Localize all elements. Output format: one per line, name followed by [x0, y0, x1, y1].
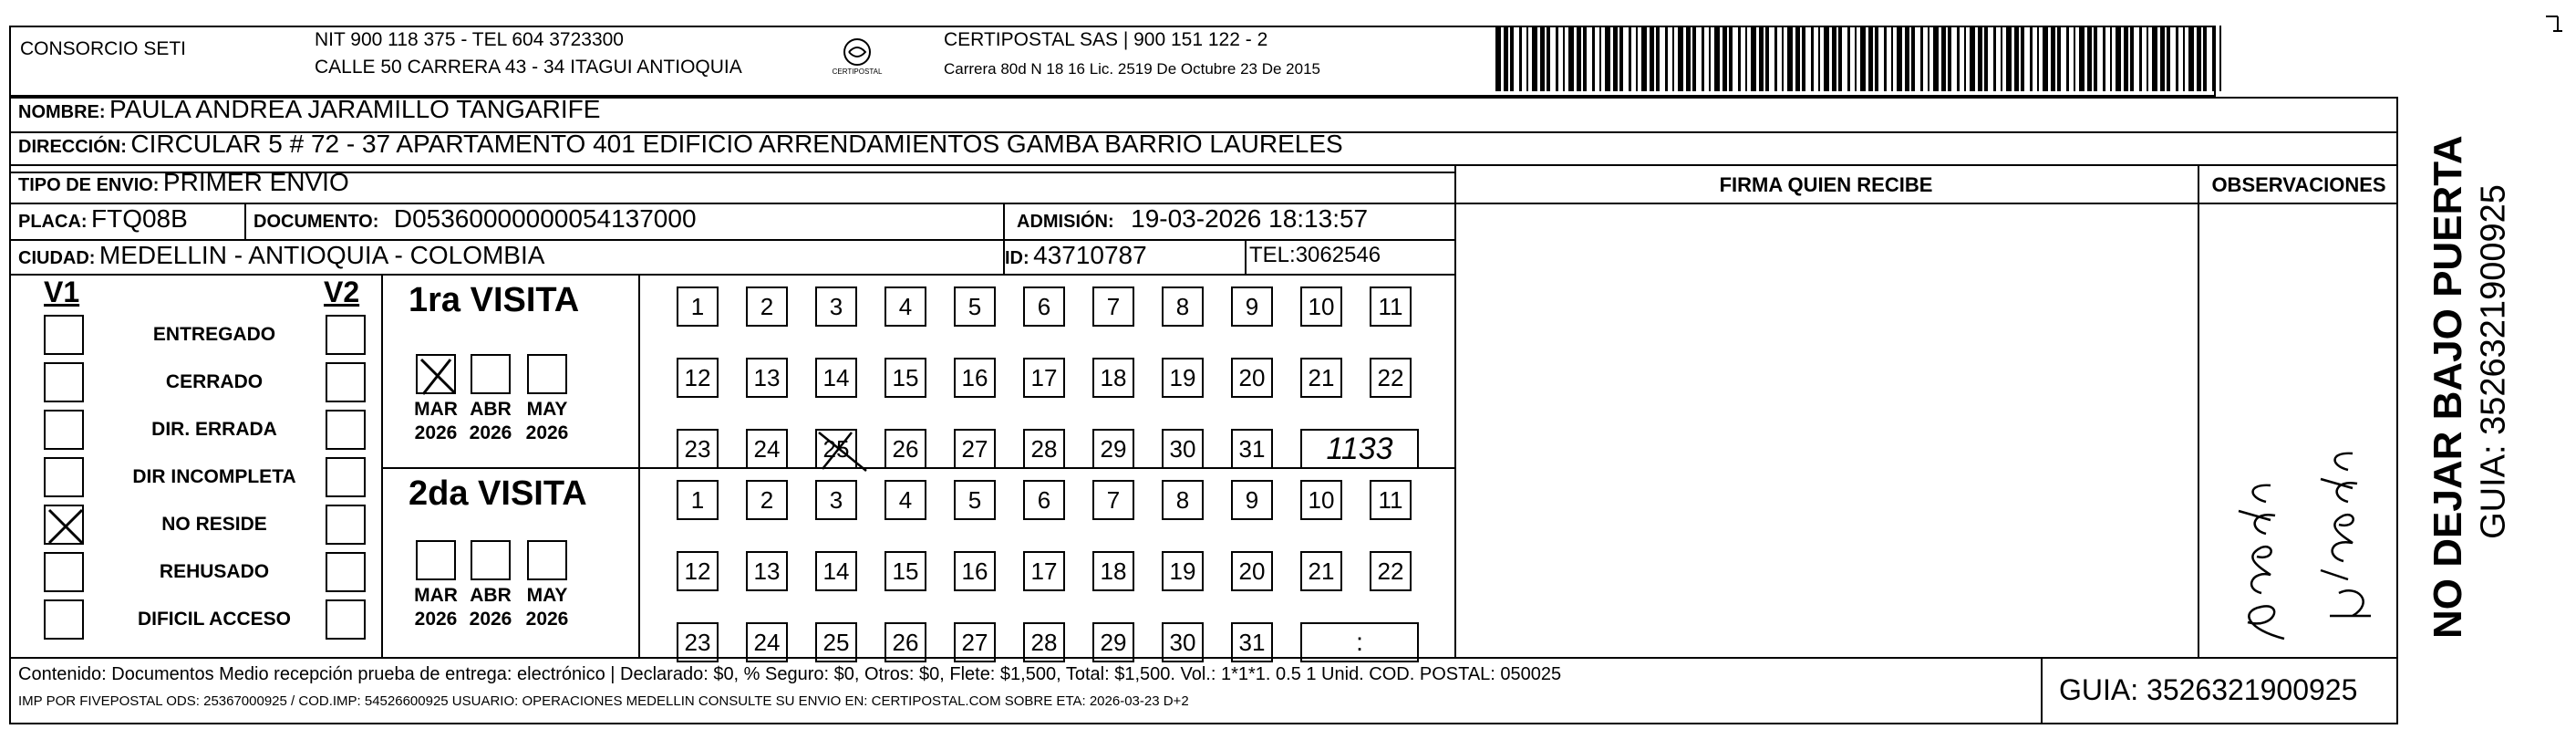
month-label: [409, 584, 463, 631]
barcode: [1495, 26, 2225, 91]
day-cell[interactable]: 12: [677, 358, 719, 398]
day-cell[interactable]: 27: [954, 622, 996, 662]
month-name: MAR: [414, 399, 458, 420]
barcode-bar: [1964, 26, 1966, 91]
day-cell[interactable]: 13: [746, 551, 788, 591]
id-label: ID:: [1005, 248, 1029, 268]
side-text: [2412, 137, 2521, 639]
barcode-bar: [1729, 26, 1733, 91]
barcode-bar: [2037, 26, 2039, 91]
barcode-bar: [1665, 26, 1668, 91]
direccion-row: [18, 130, 1343, 159]
day-cell[interactable]: 9: [1231, 480, 1273, 520]
barcode-bar: [1957, 26, 1960, 91]
barcode-bar: [2160, 26, 2165, 91]
admision-field: [1017, 204, 1368, 234]
nit-line: NIT 900 118 375 - TEL 604 3723300: [315, 29, 624, 50]
month-label: [520, 584, 574, 631]
barcode-bar: [2176, 26, 2178, 91]
tel-value: 3062546: [1295, 243, 1381, 267]
barcode-bar: [1765, 26, 1769, 91]
firma-header: FIRMA QUIEN RECIBE: [1719, 173, 1933, 196]
day-cell[interactable]: 1: [677, 286, 719, 327]
barcode-bar: [2167, 26, 2170, 91]
barcode-bar: [2094, 26, 2097, 91]
day-cell[interactable]: 21: [1300, 551, 1342, 591]
barcode-bar: [1751, 26, 1756, 91]
status-label: DIFICIL ACCESO: [137, 609, 291, 630]
barcode-bar: [2066, 26, 2069, 91]
day-cell[interactable]: 8: [1162, 286, 1204, 327]
day-cell[interactable]: 30: [1162, 429, 1204, 469]
barcode-bar: [1911, 26, 1915, 91]
status-label: REHUSADO: [159, 561, 270, 582]
month-year: 2026: [525, 422, 569, 443]
barcode-bar: [1860, 26, 1866, 91]
contenido-text: Contenido: Documentos Medio recepción prueba de entrega: electrónico | Declarado: $0, % Seguro: $0, Otros: $0, Flete: $1,500, Total: $1,500. Vol.: 1*1*1. 0.5 1 Unid. COD. POSTAL: 050025: [18, 664, 1562, 684]
barcode-bar: [1978, 26, 1982, 91]
month-label: [409, 398, 463, 445]
month-checkbox[interactable]: [416, 540, 456, 580]
v2-checkbox[interactable]: [326, 410, 366, 450]
barcode-bar: [2212, 26, 2215, 91]
barcode-bar: [1686, 26, 1691, 91]
barcode-bar: [1641, 26, 1647, 91]
barcode-bar: [1672, 26, 1674, 91]
barcode-bar: [1802, 26, 1805, 91]
month-label: [463, 398, 518, 445]
day-cell[interactable]: 22: [1370, 358, 1412, 398]
month-checkbox[interactable]: [527, 540, 567, 580]
month-year: 2026: [414, 422, 458, 443]
barcode-bar: [2074, 26, 2075, 91]
documento-value: D05360000000054137000: [393, 204, 697, 233]
barcode-bar: [2103, 26, 2105, 91]
barcode-bar: [1759, 26, 1764, 91]
second-visit-title: 2da VISITA: [409, 474, 587, 513]
month-checkbox[interactable]: [416, 354, 456, 394]
v2-checkbox[interactable]: [326, 315, 366, 355]
day-cell[interactable]: 24: [746, 429, 788, 469]
month-year: 2026: [469, 609, 512, 630]
barcode-bar: [2110, 26, 2112, 91]
day-mark: [815, 429, 870, 483]
barcode-bar: [1568, 26, 1574, 91]
no-dejar-bajo-puerta: NO DEJAR BAJO PUERTA: [2426, 135, 2470, 639]
signature-1: [2220, 383, 2302, 648]
day-cell[interactable]: 19: [1162, 358, 1204, 398]
day-cell[interactable]: 23: [677, 429, 719, 469]
ciudad-label: CIUDAD:: [18, 248, 96, 268]
barcode-bar: [1920, 26, 1923, 91]
day-cell[interactable]: 18: [1092, 358, 1134, 398]
barcode-bar: [1526, 26, 1528, 91]
barcode-bar: [1709, 26, 1711, 91]
placa-field: [18, 204, 188, 234]
barcode-bar: [1504, 26, 1508, 91]
barcode-bar: [1832, 26, 1836, 91]
day-cell[interactable]: 17: [1023, 358, 1065, 398]
day-cell[interactable]: 18: [1092, 551, 1134, 591]
month-name: ABR: [470, 585, 512, 606]
barcode-bar: [2079, 26, 2085, 91]
barcode-bar: [1897, 26, 1902, 91]
barcode-bar: [1532, 26, 1537, 91]
barcode-bar: [1599, 26, 1601, 91]
v1-checkbox[interactable]: [44, 410, 84, 450]
barcode-bar: [1884, 26, 1887, 91]
barcode-bar: [1510, 26, 1514, 91]
admision-value: 19-03-2026 18:13:57: [1131, 204, 1369, 233]
barcode-bar: [1818, 26, 1820, 91]
barcode-bar: [1613, 26, 1618, 91]
v1-checkbox[interactable]: [44, 599, 84, 640]
barcode-bar: [2014, 26, 2019, 91]
barcode-bar: [1556, 26, 1558, 91]
day-cell[interactable]: 4: [885, 286, 926, 327]
barcode-bar: [1650, 26, 1654, 91]
barcode-bar: [1714, 26, 1720, 91]
day-cell[interactable]: 28: [1023, 622, 1065, 662]
barcode-bar: [1583, 26, 1587, 91]
day-cell[interactable]: 7: [1092, 286, 1134, 327]
month-name: MAY: [526, 399, 568, 420]
id-value: 43710787: [1033, 241, 1147, 269]
direccion-label: DIRECCIÓN:: [18, 137, 127, 157]
day-cell[interactable]: 5: [954, 286, 996, 327]
barcode-bar: [1738, 26, 1741, 91]
first-visit-title: 1ra VISITA: [409, 281, 580, 319]
v2-checkbox[interactable]: [326, 457, 366, 497]
day-cell[interactable]: 4: [885, 480, 926, 520]
barcode-bar: [1774, 26, 1777, 91]
barcode-bar: [2051, 26, 2055, 91]
day-cell[interactable]: 21: [1300, 358, 1342, 398]
day-cell[interactable]: 24: [746, 622, 788, 662]
v2-checkbox[interactable]: [326, 552, 366, 592]
day-cell[interactable]: 7: [1092, 480, 1134, 520]
v1-checkbox[interactable]: [44, 505, 84, 545]
barcode-bar: [1993, 26, 1996, 91]
barcode-bar: [2116, 26, 2121, 91]
v2-checkbox[interactable]: [326, 362, 366, 402]
month-checkbox[interactable]: [471, 540, 511, 580]
day-cell[interactable]: 3: [815, 480, 857, 520]
month-year: 2026: [414, 609, 458, 630]
barcode-bar: [1824, 26, 1829, 91]
nombre-label: NOMBRE:: [18, 102, 106, 122]
signature-2: [2302, 360, 2385, 634]
tel-field: [1249, 243, 1381, 268]
status-label: NO RESIDE: [161, 514, 267, 535]
day-cell[interactable]: 26: [885, 622, 926, 662]
barcode-bar: [1547, 26, 1550, 91]
barcode-bar: [1970, 26, 1975, 91]
month-name: ABR: [470, 399, 512, 420]
barcode-bar: [1577, 26, 1581, 91]
barcode-bar: [1495, 26, 1501, 91]
corner-mark: [2544, 13, 2567, 40]
barcode-bar: [1519, 26, 1522, 91]
barcode-bar: [2130, 26, 2134, 91]
status-label: DIR. ERRADA: [151, 419, 277, 440]
barcode-bar: [1656, 26, 1660, 91]
tipo-row: [18, 168, 349, 197]
logo-lettering: CERTIPOSTAL: [832, 68, 883, 76]
nombre-value: PAULA ANDREA JARAMILLO TANGARIFE: [109, 95, 601, 123]
barcode-bar: [2030, 26, 2033, 91]
ciudad-value: MEDELLIN - ANTIOQUIA - COLOMBIA: [98, 241, 545, 269]
day-cell[interactable]: 16: [954, 551, 996, 591]
barcode-bar: [2219, 26, 2221, 91]
month-year: 2026: [469, 422, 512, 443]
day-cell[interactable]: 29: [1092, 429, 1134, 469]
barcode-bar: [2021, 26, 2024, 91]
status-label: ENTREGADO: [152, 324, 276, 345]
side-guia: GUIA: 3526321900925: [2474, 184, 2513, 539]
month-year: 2026: [525, 609, 569, 630]
barcode-bar: [1636, 26, 1638, 91]
barcode-bar: [1723, 26, 1727, 91]
v1-checkbox[interactable]: [44, 362, 84, 402]
day-cell[interactable]: 11: [1370, 480, 1412, 520]
day-cell[interactable]: 23: [677, 622, 719, 662]
barcode-bar: [1782, 26, 1784, 91]
barcode-bar: [2139, 26, 2142, 91]
nombre-row: [18, 95, 600, 124]
day-cell[interactable]: 14: [815, 551, 857, 591]
imp-text: IMP POR FIVEPOSTAL ODS: 25367000925 / COD.IMP: 54526600925 USUARIO: OPERACIONES MEDELLIN CONSULTE SU ENVIO EN: CERTIPOSTAL.COM SOBRE ETA: 2026-03-23 D+2: [18, 693, 1189, 709]
day-cell[interactable]: 1: [677, 480, 719, 520]
day-cell[interactable]: 31: [1231, 429, 1273, 469]
day-cell[interactable]: 2: [746, 480, 788, 520]
barcode-bar: [1838, 26, 1842, 91]
barcode-bar: [1702, 26, 1704, 91]
company-name: CONSORCIO SETI: [20, 38, 187, 59]
tipo-label: TIPO DE ENVIO:: [18, 175, 160, 195]
day-cell[interactable]: 10: [1300, 286, 1342, 327]
day-cell[interactable]: 10: [1300, 480, 1342, 520]
day-cell[interactable]: 20: [1231, 551, 1273, 591]
certipostal-line1: CERTIPOSTAL SAS | 900 151 122 - 2: [944, 29, 1268, 50]
barcode-bar: [1948, 26, 1951, 91]
day-cell[interactable]: 16: [954, 358, 996, 398]
barcode-bar: [2152, 26, 2157, 91]
documento-label: DOCUMENTO:: [253, 212, 379, 232]
barcode-bar: [2057, 26, 2061, 91]
barcode-bar: [2087, 26, 2092, 91]
documento-field: [253, 204, 697, 234]
barcode-bar: [1745, 26, 1747, 91]
barcode-bar: [2001, 26, 2002, 91]
barcode-bar: [1847, 26, 1850, 91]
day-cell[interactable]: 15: [885, 551, 926, 591]
time-cell[interactable]: 1133: [1300, 429, 1419, 469]
day-cell[interactable]: 13: [746, 358, 788, 398]
id-field: [1005, 241, 1147, 270]
barcode-bar: [1605, 26, 1610, 91]
barcode-bar: [1868, 26, 1873, 91]
day-cell[interactable]: 28: [1023, 429, 1065, 469]
barcode-bar: [1933, 26, 1939, 91]
footer-guia: GUIA: 3526321900925: [2059, 673, 2358, 706]
barcode-bar: [1795, 26, 1800, 91]
day-cell[interactable]: 31: [1231, 622, 1273, 662]
barcode-bar: [2006, 26, 2012, 91]
direccion-value: CIRCULAR 5 # 72 - 37 APARTAMENTO 401 EDIFICIO ARRENDAMIENTOS GAMBA BARRIO LAURELES: [130, 130, 1343, 158]
day-cell[interactable]: 17: [1023, 551, 1065, 591]
day-cell[interactable]: 22: [1370, 551, 1412, 591]
day-cell[interactable]: 30: [1162, 622, 1204, 662]
observaciones-header: OBSERVACIONES: [2211, 173, 2386, 196]
placa-label: PLACA:: [18, 212, 88, 232]
day-cell[interactable]: 25: [815, 622, 857, 662]
barcode-bar: [1540, 26, 1545, 91]
v1-checkbox[interactable]: [44, 457, 84, 497]
barcode-bar: [2197, 26, 2201, 91]
month-label: [520, 398, 574, 445]
v2-header: V2: [324, 276, 360, 308]
day-cell[interactable]: 26: [885, 429, 926, 469]
day-cell[interactable]: 5: [954, 480, 996, 520]
time-cell[interactable]: :: [1300, 622, 1419, 662]
month-label: [463, 584, 518, 631]
v1-checkbox[interactable]: [44, 315, 84, 355]
day-cell[interactable]: 15: [885, 358, 926, 398]
month-checkbox[interactable]: [471, 354, 511, 394]
address-line: CALLE 50 CARRERA 43 - 34 ITAGUI ANTIOQUIA: [315, 57, 742, 78]
barcode-bar: [1941, 26, 1946, 91]
month-name: MAY: [526, 585, 568, 606]
barcode-bar: [1787, 26, 1793, 91]
barcode-bar: [2203, 26, 2207, 91]
day-cell[interactable]: 29: [1092, 622, 1134, 662]
day-cell[interactable]: 2: [746, 286, 788, 327]
day-cell[interactable]: 8: [1162, 480, 1204, 520]
v1-header: V1: [44, 276, 80, 308]
v1-checkbox[interactable]: [44, 552, 84, 592]
barcode-bar: [2124, 26, 2128, 91]
day-cell[interactable]: 20: [1231, 358, 1273, 398]
barcode-bar: [1855, 26, 1857, 91]
ciudad-field: [18, 241, 544, 270]
barcode-bar: [1629, 26, 1631, 91]
barcode-bar: [1592, 26, 1595, 91]
barcode-bar: [1928, 26, 1929, 91]
certipostal-line2: Carrera 80d N 18 16 Lic. 2519 De Octubre 23 De 2015: [944, 60, 1320, 78]
day-cell[interactable]: 19: [1162, 551, 1204, 591]
barcode-bar: [2043, 26, 2048, 91]
month-name: MAR: [414, 585, 458, 606]
tipo-value: PRIMER ENVIO: [162, 168, 349, 196]
placa-value: FTQ08B: [91, 204, 188, 233]
barcode-bar: [1811, 26, 1814, 91]
barcode-bar: [2188, 26, 2194, 91]
admision-label: ADMISIÓN:: [1017, 212, 1114, 232]
barcode-bar: [1692, 26, 1696, 91]
day-cell[interactable]: 25: [815, 429, 857, 469]
barcode-bar: [1678, 26, 1683, 91]
day-cell[interactable]: 14: [815, 358, 857, 398]
barcode-bar: [1984, 26, 1988, 91]
v2-checkbox[interactable]: [326, 599, 366, 640]
day-cell[interactable]: 27: [954, 429, 996, 469]
certipostal-logo: [825, 32, 889, 82]
day-cell[interactable]: 9: [1231, 286, 1273, 327]
tel-label: TEL:: [1249, 243, 1296, 267]
barcode-bar: [1619, 26, 1623, 91]
day-cell[interactable]: 11: [1370, 286, 1412, 327]
v2-checkbox[interactable]: [326, 505, 366, 545]
barcode-bar: [1905, 26, 1909, 91]
barcode-bar: [1875, 26, 1878, 91]
status-label: CERRADO: [165, 371, 264, 392]
month-checkbox[interactable]: [527, 354, 567, 394]
barcode-bar: [2183, 26, 2185, 91]
day-cell[interactable]: 3: [815, 286, 857, 327]
day-cell[interactable]: 6: [1023, 480, 1065, 520]
barcode-bar: [2147, 26, 2148, 91]
barcode-bar: [1563, 26, 1565, 91]
day-cell[interactable]: 12: [677, 551, 719, 591]
status-label: DIR INCOMPLETA: [132, 466, 296, 487]
day-cell[interactable]: 6: [1023, 286, 1065, 327]
barcode-bar: [1891, 26, 1893, 91]
